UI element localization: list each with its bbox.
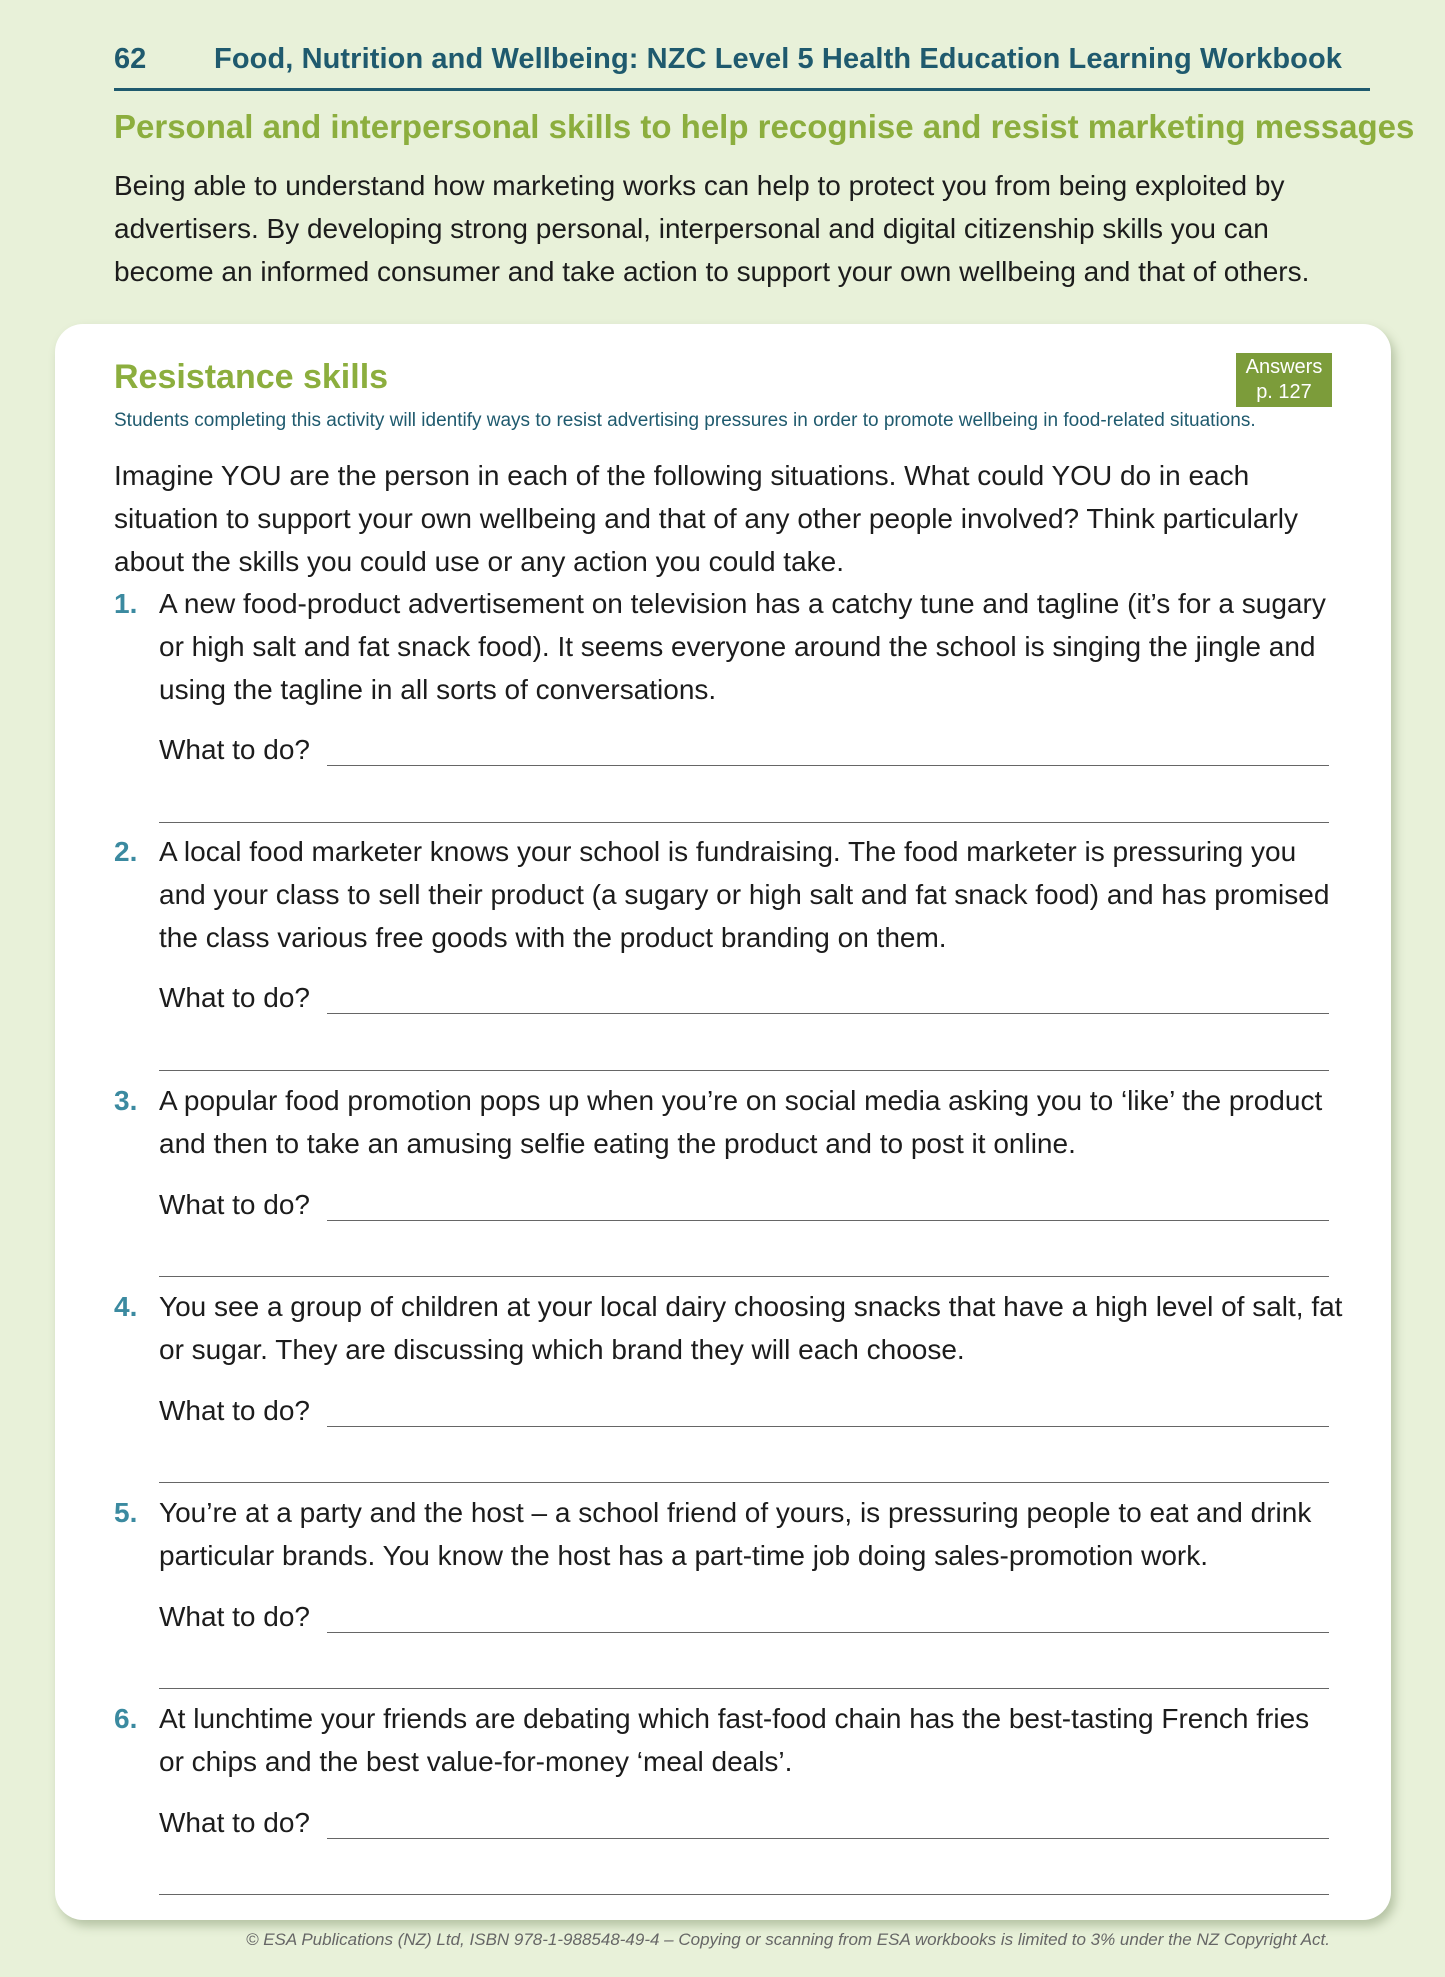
question-text <box>159 1079 1389 1165</box>
answer-line[interactable] <box>159 822 1329 823</box>
answer-row-1 <box>159 728 1329 771</box>
question-line: and your class to sell their product (a sugary or high salt and fat snack food) and has promised <box>159 879 1330 910</box>
answer-line[interactable] <box>327 1632 1329 1633</box>
answer-line[interactable] <box>327 1013 1329 1014</box>
answer-line[interactable] <box>327 765 1329 766</box>
activity-intro-line: about the skills you could use or any action you could take. <box>114 546 844 577</box>
activity-intro-line: situation to support your own wellbeing and that of any other people involved? Think particularly <box>114 503 1298 534</box>
answers-badge <box>1236 353 1332 407</box>
answer-line[interactable] <box>159 1276 1329 1277</box>
question-6 <box>114 1697 1389 1907</box>
answer-line[interactable] <box>159 1688 1329 1689</box>
question-number: 5. <box>114 1497 138 1528</box>
answer-row-5 <box>159 1595 1329 1638</box>
answer-row-4 <box>159 1389 1329 1432</box>
activity-intro-line: Imagine YOU are the person in each of the following situations. What could YOU do in each <box>114 460 1250 491</box>
question-text <box>159 582 1389 711</box>
question-line: At lunchtime your friends are debating which fast-food chain has the best-tasting French fries <box>159 1703 1310 1734</box>
answer-line[interactable] <box>159 1482 1329 1483</box>
book-title: Food, Nutrition and Wellbeing: NZC Level 5 Health Education Learning Workbook <box>214 42 1343 75</box>
answer-row-6 <box>159 1801 1329 1844</box>
question-line: A local food marketer knows your school is fundraising. The food marketer is pressuring you <box>159 836 1297 867</box>
question-line: and then to take an amusing selfie eating the product and to post it online. <box>159 1128 1076 1159</box>
question-line: using the tagline in all sorts of conversations. <box>159 674 717 705</box>
question-text <box>159 1285 1389 1371</box>
intro-line: become an informed consumer and take action to support your own wellbeing and that of others. <box>114 256 1310 287</box>
question-line: or sugar. They are discussing which brand they will each choose. <box>159 1334 965 1365</box>
intro-line: Being able to understand how marketing works can help to protect you from being exploited by <box>114 170 1285 201</box>
question-number: 3. <box>114 1085 138 1116</box>
answer-row-3 <box>159 1183 1329 1226</box>
what-to-do-label: What to do? <box>159 1189 310 1220</box>
answers-label: Answers <box>1245 356 1323 378</box>
question-text <box>159 1491 1389 1577</box>
question-line: particular brands. You know the host has a part-time job doing sales-promotion work. <box>159 1540 1209 1571</box>
answers-page: p. 127 <box>1256 381 1312 403</box>
section-heading: Personal and interpersonal skills to help recognise and resist marketing messages <box>114 108 1415 145</box>
answer-row-2 <box>159 976 1329 1019</box>
activity-subtitle: Students completing this activity will identify ways to resist advertising pressures in order to promote wellbeing in food-related situations. <box>114 410 1256 431</box>
question-text <box>159 1697 1389 1783</box>
page-header <box>114 30 1370 91</box>
question-line: or high salt and fat snack food). It seems everyone around the school is singing the jingle and <box>159 631 1316 662</box>
what-to-do-label: What to do? <box>159 982 310 1013</box>
answer-line[interactable] <box>159 1070 1329 1071</box>
activity-title: Resistance skills <box>114 358 389 396</box>
question-line: You see a group of children at your local dairy choosing snacks that have a high level of salt, fat <box>159 1291 1343 1322</box>
activity-card <box>55 324 1391 1920</box>
intro-line: advertisers. By developing strong personal, interpersonal and digital citizenship skills you can <box>114 213 1269 244</box>
question-line: or chips and the best value-for-money ‘meal deals’. <box>159 1746 793 1777</box>
activity-intro <box>114 454 1364 583</box>
what-to-do-label: What to do? <box>159 1807 310 1838</box>
question-line: A new food-product advertisement on television has a catchy tune and tagline (it’s for a sugary <box>159 588 1326 619</box>
what-to-do-label: What to do? <box>159 1601 310 1632</box>
answer-line[interactable] <box>159 1894 1329 1895</box>
question-number: 6. <box>114 1703 138 1734</box>
question-number: 2. <box>114 836 138 867</box>
question-number: 1. <box>114 588 138 619</box>
page-number: 62 <box>114 42 147 75</box>
what-to-do-label: What to do? <box>159 734 310 765</box>
question-text <box>159 830 1389 959</box>
question-line: You’re at a party and the host – a school friend of yours, is pressuring people to eat and drink <box>159 1497 1312 1528</box>
answer-line[interactable] <box>327 1220 1329 1221</box>
section-intro <box>114 164 1374 293</box>
what-to-do-label: What to do? <box>159 1395 310 1426</box>
question-number: 4. <box>114 1291 138 1322</box>
question-line: the class various free goods with the product branding on them. <box>159 922 947 953</box>
question-line: A popular food promotion pops up when you’re on social media asking you to ‘like’ the product <box>159 1085 1323 1116</box>
answer-line[interactable] <box>327 1838 1329 1839</box>
answer-line[interactable] <box>327 1426 1329 1427</box>
copyright-footer: © ESA Publications (NZ) Ltd, ISBN 978-1-988548-49-4 – Copying or scanning from ESA workbooks is limited to 3% under the NZ Copyright Act. <box>245 1930 1330 1949</box>
